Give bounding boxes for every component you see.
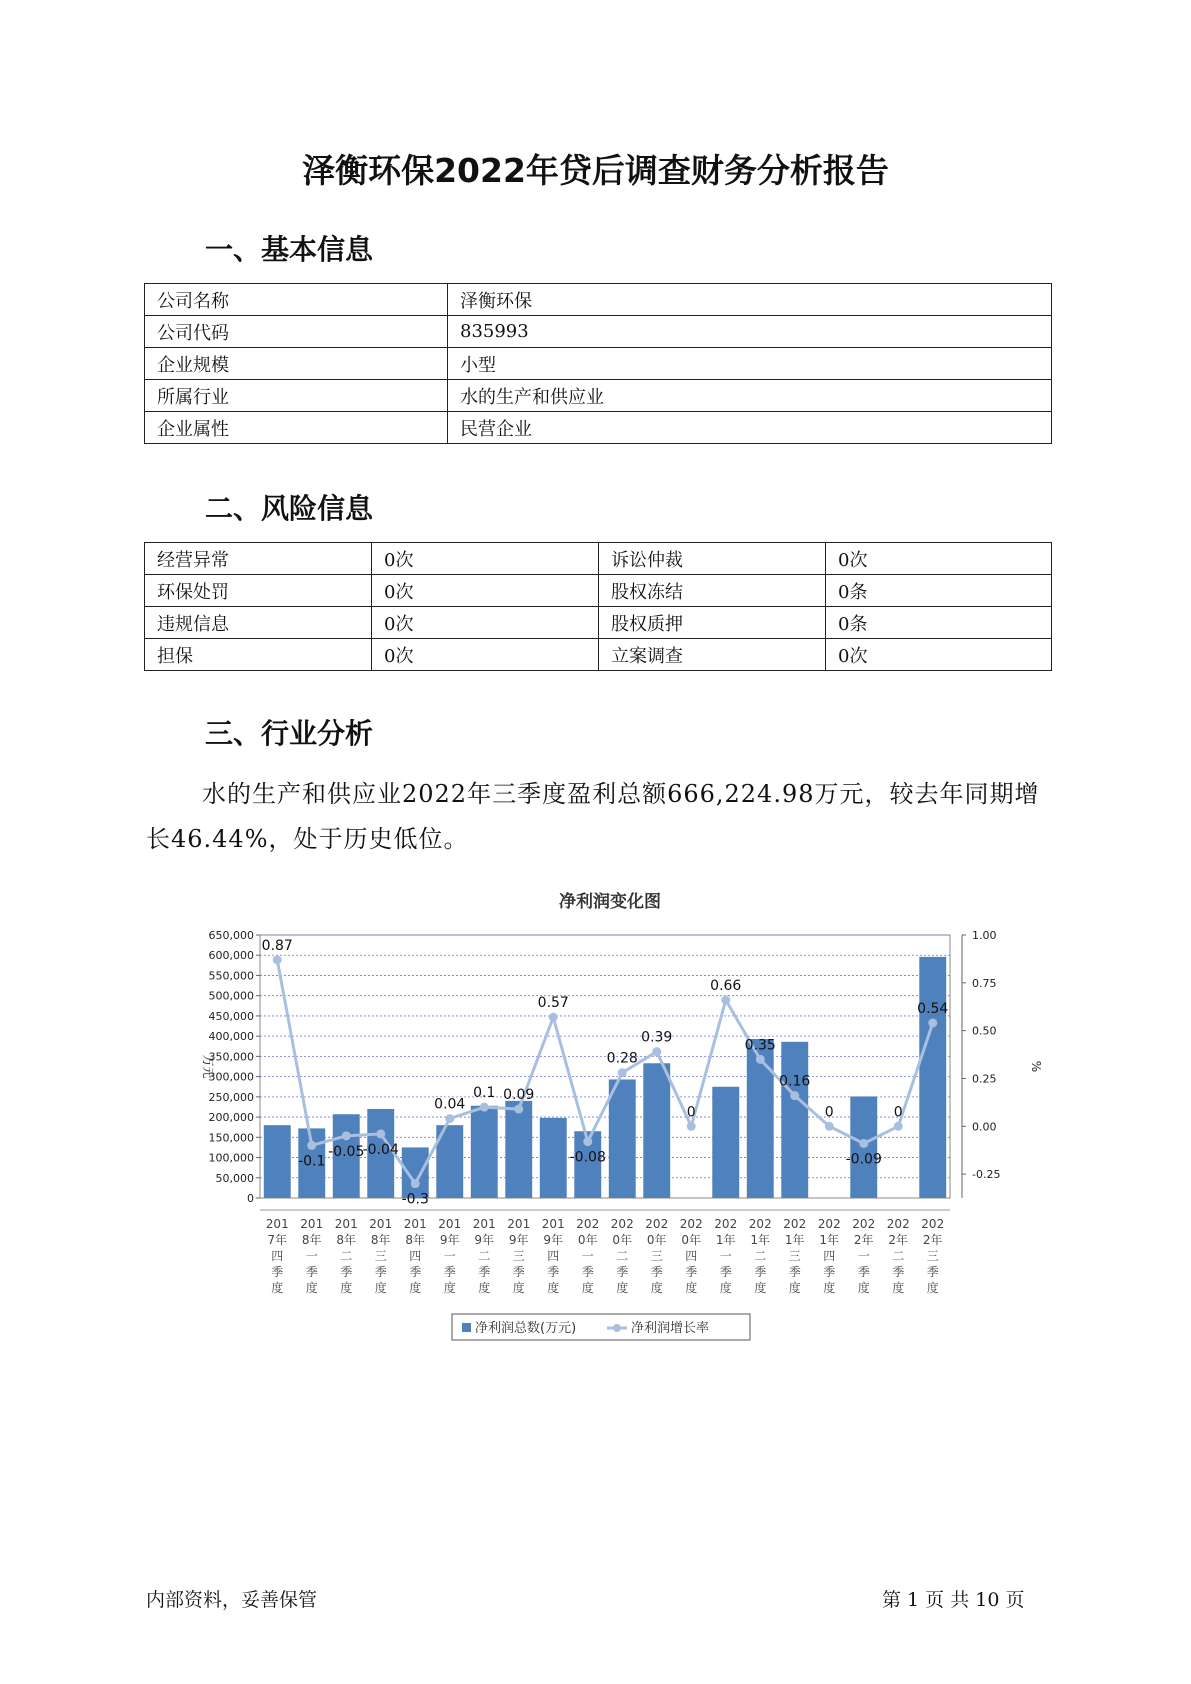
x-tick-label: 202 xyxy=(714,1217,738,1231)
basic-info-label: 公司名称 xyxy=(145,284,448,316)
basic-info-value: 泽衡环保 xyxy=(448,284,1052,316)
basic-info-value: 民营企业 xyxy=(448,412,1052,444)
x-tick-label: 202 xyxy=(886,1217,910,1231)
risk-info-label: 经营异常 xyxy=(145,543,372,575)
growth-data-label: 0.04 xyxy=(434,1096,466,1113)
growth-point xyxy=(618,1068,627,1077)
x-tick-label: 度 xyxy=(271,1281,284,1295)
table-row xyxy=(145,348,1052,380)
y-tick-label: 350,000 xyxy=(208,1050,254,1064)
y-tick-label: 150,000 xyxy=(208,1131,254,1145)
y-tick-label: 250,000 xyxy=(208,1090,254,1104)
growth-point xyxy=(790,1091,799,1100)
x-tick-label: 二 xyxy=(340,1249,353,1263)
x-tick-label: 1年 xyxy=(784,1233,805,1247)
x-tick-label: 1年 xyxy=(750,1233,771,1247)
x-tick-label: 2年 xyxy=(888,1233,909,1247)
x-tick-label: 度 xyxy=(754,1281,767,1295)
x-tick-label: 度 xyxy=(857,1281,870,1295)
growth-data-label: 0.35 xyxy=(744,1037,776,1054)
x-tick-label: 度 xyxy=(512,1281,525,1295)
x-tick-label: 度 xyxy=(340,1281,353,1295)
x-tick-label: 季 xyxy=(788,1265,801,1279)
growth-point xyxy=(411,1179,420,1188)
basic-info-value: 水的生产和供应业 xyxy=(448,380,1052,412)
x-tick-label: 201 xyxy=(265,1217,289,1231)
legend-line-label: 净利润增长率 xyxy=(631,1321,710,1336)
x-tick-label: 一 xyxy=(305,1249,318,1263)
y-tick-label: 500,000 xyxy=(208,989,254,1003)
growth-data-label: 0.28 xyxy=(606,1050,638,1067)
x-tick-label: 三 xyxy=(374,1249,387,1263)
x-tick-label: 度 xyxy=(374,1281,387,1295)
x-tick-label: 度 xyxy=(650,1281,663,1295)
x-tick-label: 四 xyxy=(271,1249,284,1263)
x-tick-label: 季 xyxy=(443,1265,456,1279)
y2-tick-label: -0.25 xyxy=(972,1168,1001,1182)
growth-data-label: 0 xyxy=(893,1104,903,1121)
x-tick-label: 季 xyxy=(754,1265,767,1279)
growth-point xyxy=(687,1122,696,1131)
bar xyxy=(540,1118,567,1198)
x-tick-label: 度 xyxy=(823,1281,836,1295)
x-tick-label: 7年 xyxy=(267,1233,288,1247)
risk-info-value: 0条 xyxy=(826,575,1052,607)
x-tick-label: 201 xyxy=(403,1217,427,1231)
x-tick-label: 季 xyxy=(857,1265,870,1279)
bar xyxy=(471,1106,498,1198)
y2-axis-title: % xyxy=(1029,1060,1043,1073)
x-tick-label: 度 xyxy=(788,1281,801,1295)
y-tick-label: 300,000 xyxy=(208,1070,254,1084)
net-profit-chart xyxy=(170,880,1050,1350)
x-tick-label: 度 xyxy=(581,1281,594,1295)
growth-data-label: -0.04 xyxy=(362,1141,399,1158)
growth-point xyxy=(273,955,282,964)
x-tick-label: 三 xyxy=(650,1249,663,1263)
growth-data-label: -0.09 xyxy=(845,1151,882,1168)
bar xyxy=(643,1063,670,1198)
y-tick-label: 200,000 xyxy=(208,1111,254,1125)
legend-bar-label: 净利润总数(万元) xyxy=(475,1321,577,1336)
x-tick-label: 季 xyxy=(581,1265,594,1279)
x-tick-label: 度 xyxy=(409,1281,422,1295)
section-heading-industry: 三、行业分析 xyxy=(205,717,374,750)
bar xyxy=(917,957,949,1198)
growth-point xyxy=(721,996,730,1005)
x-tick-label: 8年 xyxy=(405,1233,426,1247)
growth-data-label: 0.09 xyxy=(503,1087,535,1104)
y-tick-label: 550,000 xyxy=(208,969,254,983)
risk-info-value: 0次 xyxy=(372,543,599,575)
x-tick-label: 202 xyxy=(679,1217,703,1231)
x-tick-label: 2年 xyxy=(853,1233,874,1247)
x-tick-label: 8年 xyxy=(336,1233,357,1247)
risk-info-value: 0次 xyxy=(372,607,599,639)
x-tick-label: 度 xyxy=(719,1281,732,1295)
page-title: 泽衡环保2022年贷后调查财务分析报告 xyxy=(302,151,889,190)
growth-data-label: 0.16 xyxy=(779,1073,811,1090)
risk-info-table xyxy=(144,542,1052,671)
y-tick-label: 600,000 xyxy=(208,949,254,963)
y2-tick-label: 0.25 xyxy=(972,1072,997,1086)
x-tick-label: 度 xyxy=(547,1281,560,1295)
x-tick-label: 度 xyxy=(926,1281,939,1295)
risk-info-label: 股权质押 xyxy=(599,607,826,639)
x-tick-label: 202 xyxy=(852,1217,876,1231)
x-tick-label: 0年 xyxy=(681,1233,702,1247)
growth-point xyxy=(307,1141,316,1150)
table-row xyxy=(145,575,1052,607)
x-tick-label: 度 xyxy=(443,1281,456,1295)
y2-tick-label: 0.00 xyxy=(972,1120,997,1134)
basic-info-label: 公司代码 xyxy=(145,316,448,348)
y-axis-title: 万元 xyxy=(201,1054,215,1079)
x-tick-label: 202 xyxy=(645,1217,669,1231)
x-tick-label: 1年 xyxy=(819,1233,840,1247)
table-row xyxy=(145,284,1052,316)
x-tick-label: 0年 xyxy=(577,1233,598,1247)
growth-data-label: -0.3 xyxy=(401,1191,429,1208)
x-tick-label: 四 xyxy=(823,1249,836,1263)
table-row xyxy=(145,607,1052,639)
x-tick-label: 度 xyxy=(892,1281,905,1295)
x-tick-label: 季 xyxy=(271,1265,284,1279)
growth-point xyxy=(652,1047,661,1056)
growth-point xyxy=(342,1131,351,1140)
x-tick-label: 季 xyxy=(892,1265,905,1279)
x-tick-label: 201 xyxy=(438,1217,462,1231)
x-tick-label: 二 xyxy=(892,1249,905,1263)
x-tick-label: 二 xyxy=(616,1249,629,1263)
x-tick-label: 季 xyxy=(650,1265,663,1279)
y-tick-label: 0 xyxy=(247,1192,254,1205)
x-tick-label: 202 xyxy=(576,1217,600,1231)
risk-info-value: 0次 xyxy=(372,575,599,607)
growth-data-label: 0.39 xyxy=(641,1029,673,1046)
bar xyxy=(402,1147,429,1198)
x-tick-label: 四 xyxy=(547,1249,560,1263)
y-tick-label: 650,000 xyxy=(208,929,254,942)
footer-page-number: 第 1 页 共 10 页 xyxy=(882,1589,1025,1611)
y2-tick-label: 0.75 xyxy=(972,976,997,990)
growth-point xyxy=(894,1122,903,1131)
basic-info-value: 小型 xyxy=(448,348,1052,380)
basic-info-table xyxy=(144,283,1052,444)
growth-data-label: 0.66 xyxy=(710,978,742,995)
risk-info-label: 环保处罚 xyxy=(145,575,372,607)
y-tick-label: 100,000 xyxy=(208,1151,254,1165)
table-row xyxy=(145,412,1052,444)
x-tick-label: 9年 xyxy=(543,1233,564,1247)
growth-point xyxy=(583,1137,592,1146)
x-tick-label: 201 xyxy=(300,1217,324,1231)
x-tick-label: 0年 xyxy=(646,1233,667,1247)
basic-info-label: 所属行业 xyxy=(145,380,448,412)
x-tick-label: 2年 xyxy=(922,1233,943,1247)
x-tick-label: 9年 xyxy=(474,1233,495,1247)
y-tick-label: 450,000 xyxy=(208,1009,254,1023)
x-tick-label: 201 xyxy=(541,1217,565,1231)
x-tick-label: 202 xyxy=(783,1217,807,1231)
x-tick-label: 8年 xyxy=(370,1233,391,1247)
x-tick-label: 季 xyxy=(305,1265,318,1279)
growth-data-label: 0 xyxy=(686,1104,696,1121)
x-tick-label: 201 xyxy=(369,1217,393,1231)
risk-info-label: 诉讼仲裁 xyxy=(599,543,826,575)
risk-info-label: 立案调查 xyxy=(599,639,826,671)
x-tick-label: 季 xyxy=(547,1265,560,1279)
basic-info-label: 企业规模 xyxy=(145,348,448,380)
bar xyxy=(505,1101,532,1198)
x-tick-label: 四 xyxy=(409,1249,422,1263)
risk-info-label: 违规信息 xyxy=(145,607,372,639)
chart-title: 净利润变化图 xyxy=(559,892,661,912)
risk-info-label: 担保 xyxy=(145,639,372,671)
basic-info-value: 835993 xyxy=(448,316,1052,348)
x-tick-label: 一 xyxy=(443,1249,456,1263)
growth-point xyxy=(480,1103,489,1112)
y-tick-label: 400,000 xyxy=(208,1030,254,1044)
bar xyxy=(779,1042,811,1198)
growth-point xyxy=(549,1013,558,1022)
x-tick-label: 202 xyxy=(921,1217,945,1231)
footer-confidential: 内部资料，妥善保管 xyxy=(146,1589,318,1611)
growth-point xyxy=(376,1129,385,1138)
x-tick-label: 201 xyxy=(507,1217,531,1231)
x-tick-label: 季 xyxy=(685,1265,698,1279)
basic-info-label: 企业属性 xyxy=(145,412,448,444)
risk-info-value: 0条 xyxy=(826,607,1052,639)
x-tick-label: 季 xyxy=(478,1265,491,1279)
x-tick-label: 201 xyxy=(472,1217,496,1231)
x-tick-label: 201 xyxy=(334,1217,358,1231)
bar xyxy=(264,1125,291,1198)
x-tick-label: 9年 xyxy=(508,1233,529,1247)
section-heading-basic: 一、基本信息 xyxy=(205,233,374,266)
x-tick-label: 度 xyxy=(685,1281,698,1295)
growth-data-label: 0.1 xyxy=(473,1085,496,1102)
risk-info-value: 0次 xyxy=(826,639,1052,671)
y-tick-label: 50,000 xyxy=(215,1171,254,1185)
bar xyxy=(712,1087,739,1198)
legend-bar-swatch xyxy=(462,1323,471,1332)
legend-line-marker xyxy=(613,1324,621,1332)
x-tick-label: 季 xyxy=(823,1265,836,1279)
growth-point xyxy=(859,1139,868,1148)
growth-point xyxy=(825,1122,834,1131)
x-tick-label: 度 xyxy=(616,1281,629,1295)
industry-analysis-text: 水的生产和供应业2022年三季度盈利总额666,224.98万元，较去年同期增长46.44%，处于历史低位。 xyxy=(146,780,1040,853)
growth-data-label: 0.57 xyxy=(537,995,569,1012)
x-tick-label: 季 xyxy=(512,1265,525,1279)
risk-info-label: 股权冻结 xyxy=(599,575,826,607)
x-tick-label: 202 xyxy=(748,1217,772,1231)
growth-data-label: 0.87 xyxy=(261,937,293,954)
x-tick-label: 0年 xyxy=(612,1233,633,1247)
growth-data-label: -0.1 xyxy=(298,1153,326,1170)
x-tick-label: 二 xyxy=(754,1249,767,1263)
section-heading-risk: 二、风险信息 xyxy=(205,492,374,525)
table-row xyxy=(145,543,1052,575)
x-tick-label: 二 xyxy=(478,1249,491,1263)
growth-data-label: -0.08 xyxy=(569,1149,606,1166)
x-tick-label: 1年 xyxy=(715,1233,736,1247)
x-tick-label: 季 xyxy=(926,1265,939,1279)
x-tick-label: 度 xyxy=(478,1281,491,1295)
x-tick-label: 8年 xyxy=(301,1233,322,1247)
x-tick-label: 202 xyxy=(610,1217,634,1231)
growth-data-label: 0 xyxy=(824,1104,834,1121)
growth-point xyxy=(928,1018,937,1027)
x-tick-label: 季 xyxy=(340,1265,353,1279)
growth-data-label: -0.05 xyxy=(328,1143,365,1160)
risk-info-value: 0次 xyxy=(826,543,1052,575)
x-tick-label: 三 xyxy=(788,1249,801,1263)
table-row xyxy=(145,639,1052,671)
x-tick-label: 四 xyxy=(685,1249,698,1263)
x-tick-label: 一 xyxy=(581,1249,594,1263)
growth-point xyxy=(756,1055,765,1064)
x-tick-label: 季 xyxy=(374,1265,387,1279)
x-tick-label: 一 xyxy=(857,1249,870,1263)
risk-info-value: 0次 xyxy=(372,639,599,671)
table-row xyxy=(145,316,1052,348)
x-tick-label: 季 xyxy=(616,1265,629,1279)
growth-data-label: 0.54 xyxy=(917,1000,949,1017)
table-row xyxy=(145,380,1052,412)
x-tick-label: 9年 xyxy=(439,1233,460,1247)
growth-point xyxy=(445,1114,454,1123)
growth-point xyxy=(514,1105,523,1114)
x-tick-label: 三 xyxy=(926,1249,939,1263)
x-tick-label: 202 xyxy=(817,1217,841,1231)
x-tick-label: 季 xyxy=(719,1265,732,1279)
x-tick-label: 季 xyxy=(409,1265,422,1279)
bar xyxy=(609,1079,636,1198)
y2-tick-label: 0.50 xyxy=(972,1024,997,1038)
y2-tick-label: 1.00 xyxy=(972,929,997,942)
x-tick-label: 度 xyxy=(305,1281,318,1295)
x-tick-label: 一 xyxy=(719,1249,732,1263)
x-tick-label: 三 xyxy=(512,1249,525,1263)
